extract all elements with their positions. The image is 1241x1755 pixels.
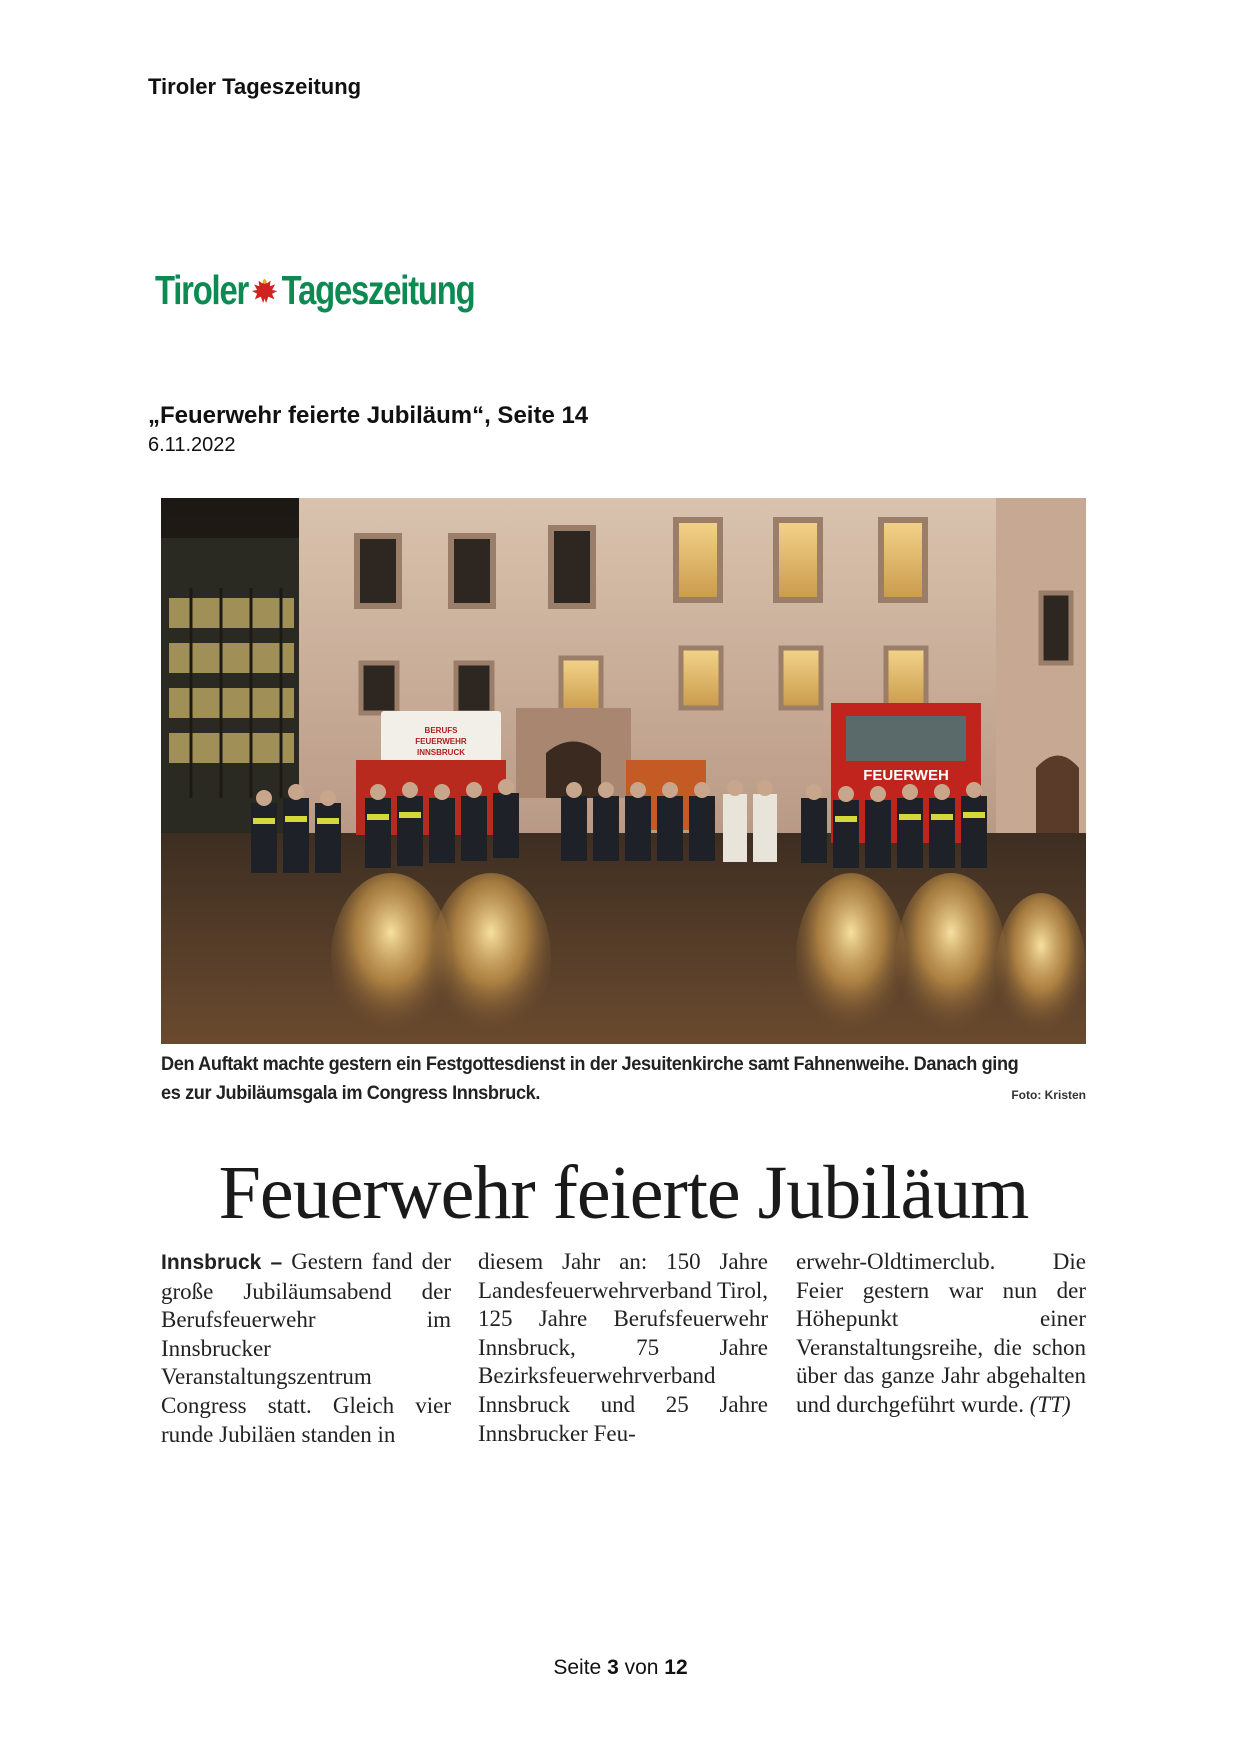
logo-text-left: Tiroler — [155, 266, 249, 313]
logo-text-right: Tageszeitung — [281, 266, 475, 313]
footer-of: von — [624, 1656, 659, 1679]
photo-credit: Foto: Kristen — [1011, 1088, 1086, 1102]
article-photo — [161, 498, 1086, 1044]
svg-text:FEUERWEHR: FEUERWEHR — [415, 737, 467, 746]
tyrolean-eagle-icon — [250, 275, 280, 305]
svg-text:INNSBRUCK: INNSBRUCK — [417, 748, 465, 757]
svg-text:FEUERWEH: FEUERWEH — [863, 767, 949, 784]
page-footer — [0, 1656, 1241, 1680]
photo-caption: Den Auftakt machte gestern ein Festgottesdienst in der Jesuitenkirche samt Fahnenweihe. Danach ging es zur Jubiläumsgala im Congress Innsbruck. — [161, 1053, 1019, 1104]
source-header: Tiroler Tageszeitung — [148, 74, 362, 99]
column-3-text: erwehr-Oldtimerclub. Die Feier gestern war nun der Höhepunkt einer Veranstaltungsreihe, die schon über das ganze Jahr abgehalten und durchgeführt wurde. — [796, 1249, 1086, 1417]
column-1-text: Gestern fand der große Jubiläumsabend der Berufsfeuerwehr im Innsbrucker Veranstaltungszentrum Congress statt. Gleich vier runde Jubiläen standen in — [161, 1249, 452, 1447]
article-column-1 — [161, 1248, 451, 1449]
author-credit: (TT) — [1029, 1391, 1071, 1417]
footer-total-pages: 12 — [664, 1656, 688, 1679]
footer-prefix: Seite — [553, 1656, 602, 1679]
article-reference: „Feuerwehr feierte Jubiläum“, Seite 14 — [148, 402, 589, 429]
svg-text:BERUFS: BERUFS — [424, 726, 458, 735]
article-column-2 — [478, 1248, 768, 1448]
article-headline: Feuerwehr feierte Jubiläum — [218, 1151, 1029, 1235]
photo-illustration — [161, 498, 1086, 1044]
footer-page-number: 3 — [607, 1656, 619, 1679]
article-column-3 — [796, 1248, 1086, 1420]
newspaper-logo — [155, 262, 500, 318]
article-dateline: Innsbruck – — [161, 1251, 283, 1274]
article-date: 6.11.2022 — [148, 434, 236, 456]
column-2-text: diesem Jahr an: 150 Jahre Landesfeuerwehrverband Tirol, 125 Jahre Berufsfeuerwehr Innsbruck, 75 Jahre Bezirksfeuerwehrverband Innsbruck und 25 Jahre Innsbrucker Feu- — [478, 1249, 768, 1446]
